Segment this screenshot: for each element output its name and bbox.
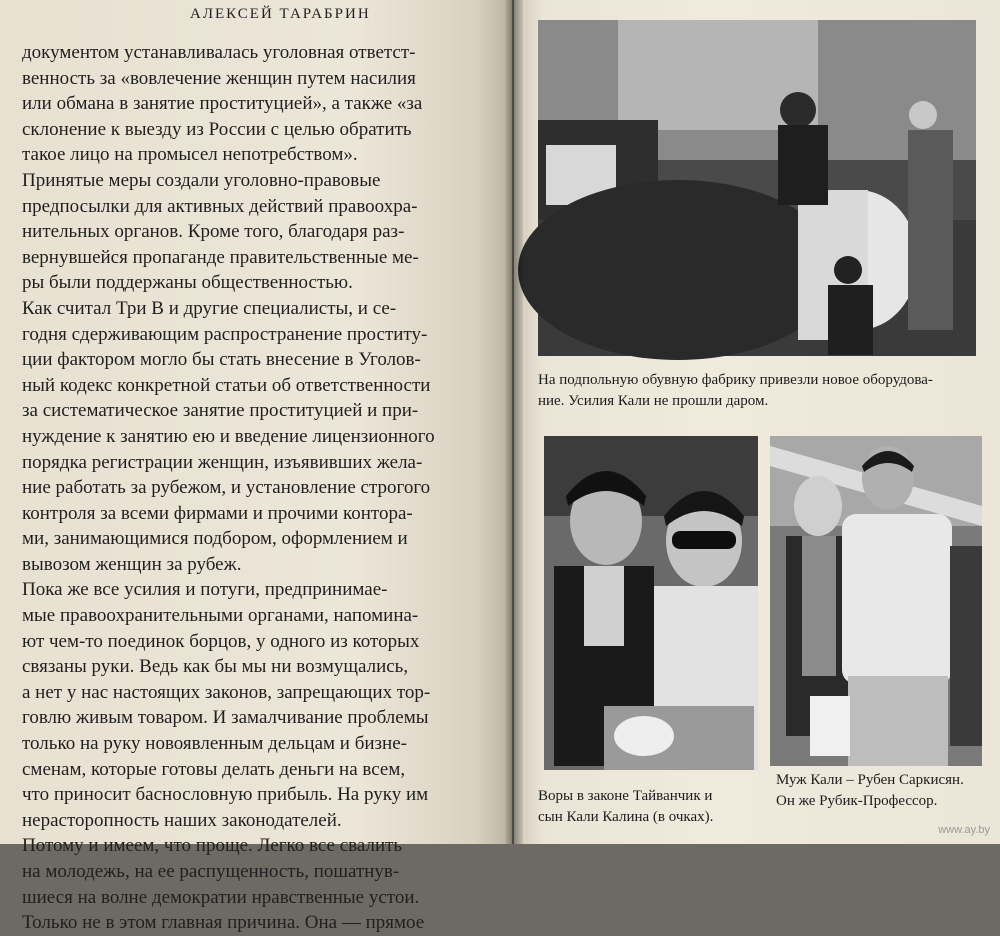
body-text bbox=[22, 40, 500, 936]
factory-photo bbox=[538, 20, 976, 356]
factory-photo-caption: На подпольную обувную фабрику привезли новое оборудова- ние. Усилия Кали не прошли даром. bbox=[538, 372, 933, 409]
thieves-photo bbox=[544, 436, 758, 770]
thieves-photo-caption: Воры в законе Тайванчик и сын Кали Калина (в очках). bbox=[538, 788, 714, 825]
husband-photo-caption: Муж Кали – Рубен Саркисян. Он же Рубик-Профессор. bbox=[776, 772, 964, 809]
paragraph: Принятые меры создали уголовно-правовые предпосылки для активных действий правоохра- нительных органов. Кроме того, благодаря раз- вернувшейся пропаганде правительственные ме- ры были поддержаны общественностью. bbox=[22, 169, 419, 294]
paragraph: документом устанавливалась уголовная ответст- венность за «вовлечение женщин путем насилия или обмана в занятие проституцией», а также «за склонение к выезду из России с целью обратить такое лицо на промысел непотребством». bbox=[22, 42, 423, 166]
book-gutter bbox=[505, 0, 523, 844]
paragraph: Пока же все усилия и потуги, предпринимае- мые правоохранительными органами, напомина- ют чем-то поединок борцов, у одного из которых связаны руки. Ведь как бы мы ни возмущались, а нет у нас настоящих законов, запрещающих тор- говлю живым товаром. И замалчивание проблемы только на руку новоявленным дельцам и бизне- сменам, которые готовы делать деньги на всем, что приносит баснословную прибыль. На руку им нерасторопность наших законодателей. bbox=[22, 579, 431, 831]
running-head: АЛЕКСЕЙ ТАРАБРИН bbox=[190, 6, 371, 22]
paragraph: Как считал Три В и другие специалисты, и се- годня сдерживающим распространение проститу- ции фактором могло бы стать внесение в Уголов- ный кодекс конкретной статьи об ответственности за систематическое занятие проституцией и при- нуждение к занятию ею и введение лицензионного порядка регистрации женщин, изъявивших жела- ние работать за рубежом, и установление строгого контроля за всеми фирмами и прочими контора- ми, занимающимися подбором, оформлением и вывозом женщин за рубеж. bbox=[22, 297, 435, 575]
paragraph: Потому и имеем, что проще. Легко все свалить на молодежь, на ее распущенность, пошатнув- шиеся на волне демократии нравственные устои. Только не в этом главная причина. Она — прямое bbox=[22, 835, 425, 934]
right-page bbox=[514, 0, 1000, 844]
husband-photo bbox=[770, 436, 982, 766]
watermark: www.ay.by bbox=[938, 824, 990, 836]
